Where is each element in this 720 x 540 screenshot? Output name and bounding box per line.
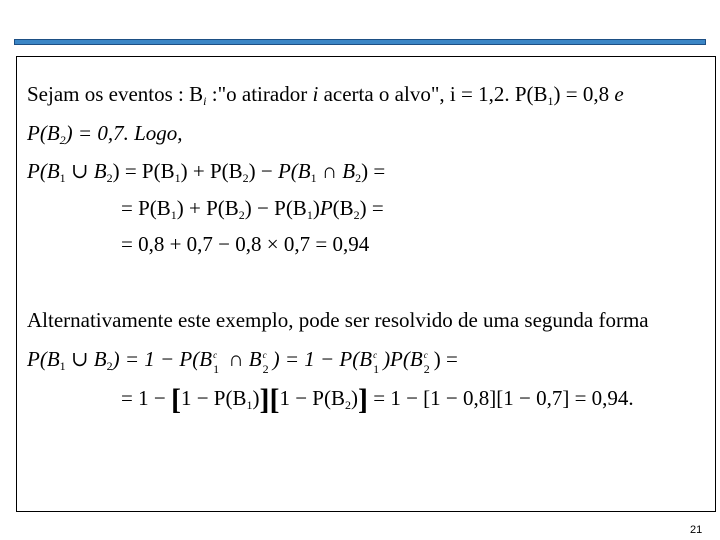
text-run: acerta o alvo", i = 1,2. P(B [318,82,548,106]
subscript: 1 [246,398,253,412]
text-run: ) = 0,7. Logo, [65,121,183,145]
top-accent-bar [14,39,706,45]
subscript: 1 [59,359,66,373]
complement-formula-line [27,346,458,376]
large-bracket: [ [170,383,181,416]
text-run: (B [332,196,354,220]
text-run: ) [252,386,260,410]
text-run: ) − P(B [244,196,307,220]
text-run: ) = [361,159,386,183]
text-run: ∩ B [316,159,356,183]
subscript: 2 [355,171,362,185]
text-run: ) = [359,196,384,220]
superscript: c [423,350,428,360]
subscript: 1 [306,208,313,222]
text-run: ) + P(B [180,159,243,183]
large-bracket: ] [357,383,368,416]
text-run: P(B [277,159,311,183]
superscript-subscript [373,350,383,376]
subscript: 1 [310,171,317,185]
slide-content-frame [16,56,716,512]
text-run: ) = [433,347,458,371]
superscript: c [213,350,218,360]
subscript: 1 [547,94,554,108]
text-run: ) = 0,8 [553,82,615,106]
subscript: 1 [59,171,66,185]
superscript-subscript [423,350,434,376]
text-run: ∪ B [65,159,107,183]
text-run: P(B [27,121,60,145]
text-run: = P(B [121,196,171,220]
subscript: 2 [262,362,269,376]
text-run: ) [350,386,358,410]
subscript: 2 [242,171,249,185]
text-run: P(B [27,347,60,371]
page-number: 21 [690,524,703,536]
text-run: ) = 1 − P(B [112,347,213,371]
text-run: Sejam os eventos : B [27,82,204,106]
text-run: ) [312,196,320,220]
numeric-result-line [121,231,369,257]
text-run: ∪ B [65,347,107,371]
text-run: 1 − P(B [279,386,345,410]
subscript: 2 [106,171,113,185]
text-run: ) − [248,159,278,183]
text-run: :"o atirador [206,82,313,106]
text-run: = 1 − [121,386,171,410]
subscript: i [203,94,207,108]
large-bracket: ][ [259,383,280,416]
text-run: e [614,82,624,106]
text-run: ) + P(B [176,196,239,220]
subscript: 2 [423,362,430,376]
superscript: c [373,350,378,360]
text-run: = 1 − [1 − 0,8][1 − 0,7] = 0,94. [367,386,634,410]
text-run: ) = P(B [112,159,175,183]
superscript-subscript [262,350,273,376]
subscript: 1 [174,171,181,185]
subscript: 2 [106,359,113,373]
text-run: = 0,8 + 0,7 − 0,8 × 0,7 = 0,94 [121,232,370,256]
complement-result-line [121,383,634,416]
events-definition-line [27,81,624,107]
alternative-method-heading [27,307,649,333]
subscript: 2 [353,208,360,222]
text-run: 1 − P(B [180,386,247,410]
text-run: P(B [27,159,60,183]
union-formula-line [27,158,385,184]
subscript: 2 [59,133,66,147]
subscript: 1 [373,362,380,376]
text-run: Alternativamente este exemplo, pode ser resolvido de uma segunda forma [27,308,649,332]
probability-b2-line [27,120,183,146]
subscript: 2 [344,398,351,412]
text-run: ∩ B [223,347,262,371]
subscript: 2 [238,208,245,222]
subscript: 1 [170,208,177,222]
superscript-subscript [213,350,223,376]
expansion-formula-line [121,195,384,221]
subscript: 1 [213,362,220,376]
text-run: ) = 1 − P(B [272,347,373,371]
text-run: )P(B [383,347,423,371]
superscript: c [262,350,267,360]
text-run: i [312,82,319,106]
text-run: P [319,196,333,220]
